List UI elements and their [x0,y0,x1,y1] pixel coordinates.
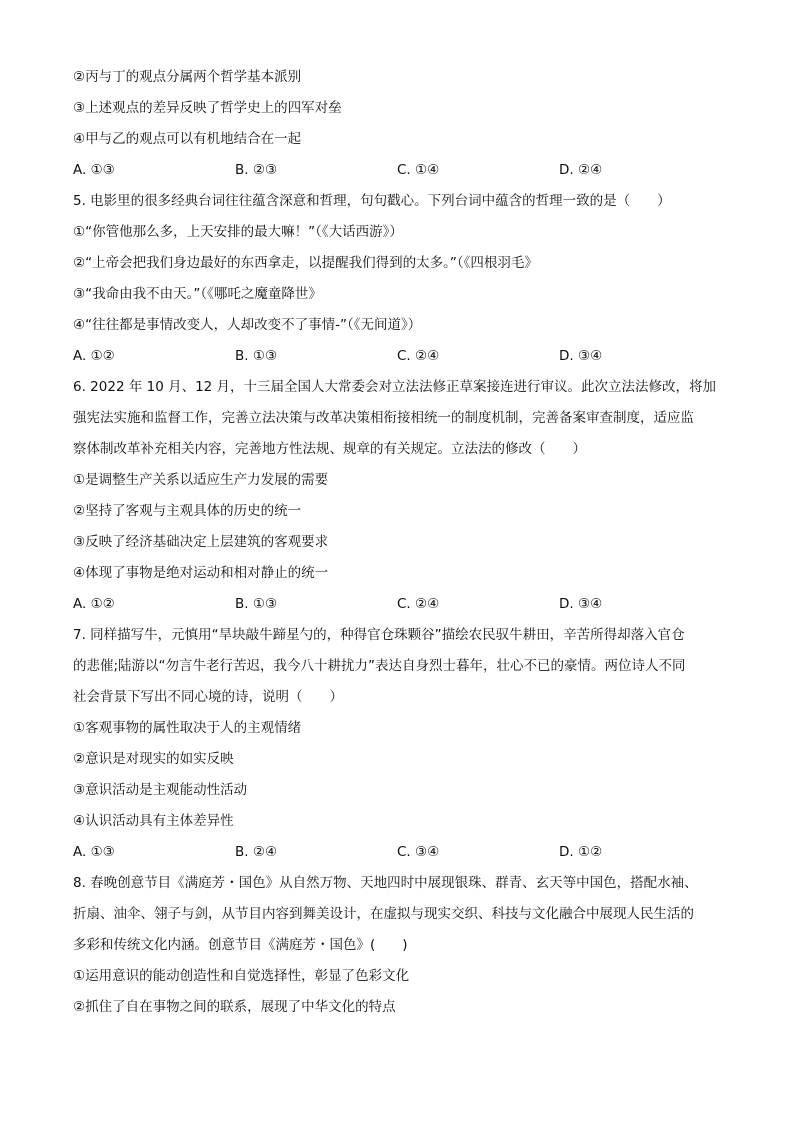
q8-stem-line-3: 多彩和传统文化内涵。创意节目《满庭芳・国色》( ) [73,937,408,953]
q6-option-d: D. ③④ [559,596,603,612]
q4-option-c: C. ①④ [397,162,440,178]
q8-item-2: ②抓住了自在事物之间的联系，展现了中华文化的特点 [73,999,396,1015]
q7-stem-line-1: 7. 同样描写牛，元慎用“旱块敲牛蹄星勺的，种得官仓珠颗谷”描绘农民驭牛耕田，辛苦所得却落入官仓 [73,627,685,643]
q6-item-1: ①是调整生产关系以适应生产力发展的需要 [73,472,329,488]
q6-options [73,589,723,620]
q6-stem-line-2: 强宪法实施和监督工作，完善立法决策与改革决策相衔接相统一的制度机制，完善备案审查制度，适应监 [73,410,694,426]
q8-stem-line-2: 折扇、油伞、翎子与剑，从节目内容到舞美设计，在虚拟与现实交织、科技与文化融合中展现人民生活的 [73,906,694,922]
q4-options [73,155,723,186]
q6-item-3: ③反映了经济基础决定上层建筑的客观要求 [73,534,329,550]
q5-option-c: C. ②④ [397,348,440,364]
q5-item-4: ④“往往都是事情改变人，人却改变不了事情-”（《无间道》） [73,317,422,333]
q4-item-4: ④甲与乙的观点可以有机地结合在一起 [73,131,302,147]
q5-item-1: ①“你管他那么多，上天安排的最大嘛！”（《大话西游》） [73,224,403,240]
q4-option-b: B. ②③ [235,162,278,178]
q5-item-3: ③“我命由我不由天。”（《哪吒之魔童降世》 [73,286,322,302]
q7-item-4: ④认识活动具有主体差异性 [73,813,234,829]
q7-item-1: ①客观事物的属性取决于人的主观情绪 [73,720,302,736]
q6-option-c: C. ②④ [397,596,440,612]
q7-stem-line-2: 的悲催;陆游以“勿言牛老行苦迟，我今八十耕扰力”表达自身烈士暮年，壮心不已的豪情。两位诗人不同 [73,658,686,674]
q7-option-d: D. ①② [559,844,603,860]
q7-options [73,837,723,868]
q7-option-c: C. ③④ [397,844,440,860]
q5-option-b: B. ①③ [235,348,278,364]
q8-stem-line-1: 8. 春晚创意节目《满庭芳・国色》从自然万物、天地四时中展现银珠、群青、玄天等中国色，搭配水袖、 [73,875,698,891]
q6-item-4: ④体现了事物是绝对运动和相对静止的统一 [73,565,329,581]
q4-option-d: D. ②④ [559,162,603,178]
q5-stem: 5. 电影里的很多经典台词往往蕴含深意和哲理，句句戳心。下列台词中蕴含的哲理一致的是（ ） [73,193,671,209]
q5-options [73,341,723,372]
q7-option-a: A. ①③ [73,844,115,860]
q5-option-a: A. ①② [73,348,115,364]
q7-item-3: ③意识活动是主观能动性活动 [73,782,248,798]
q6-stem-line-3: 察体制改革补充相关内容，完善地方性法规、规章的有关规定。立法法的修改（ ） [73,441,586,457]
exam-page [73,62,723,1023]
q7-option-b: B. ②④ [235,844,278,860]
q4-item-2: ②丙与丁的观点分属两个哲学基本派别 [73,69,302,85]
q7-item-2: ②意识是对现实的如实反映 [73,751,234,767]
q5-option-d: D. ③④ [559,348,603,364]
q6-stem-line-1: 6. 2022 年 10 月、12 月，十三届全国人大常委会对立法法修正草案接连进行审议。此次立法法修改，将加 [73,379,717,395]
q6-option-a: A. ①② [73,596,115,612]
q8-item-1: ①运用意识的能动创造性和自觉选择性，彰显了色彩文化 [73,968,410,984]
q7-stem-line-3: 社会背景下写出不同心境的诗，说明（ ） [73,689,343,705]
q6-option-b: B. ①③ [235,596,278,612]
q6-item-2: ②坚持了客观与主观具体的历史的统一 [73,503,302,519]
q4-item-3: ③上述观点的差异反映了哲学史上的四军对垒 [73,100,342,116]
q4-option-a: A. ①③ [73,162,115,178]
q5-item-2: ②“上帝会把我们身边最好的东西拿走，以提醒我们得到的太多。”（《四根羽毛》 [73,255,538,271]
